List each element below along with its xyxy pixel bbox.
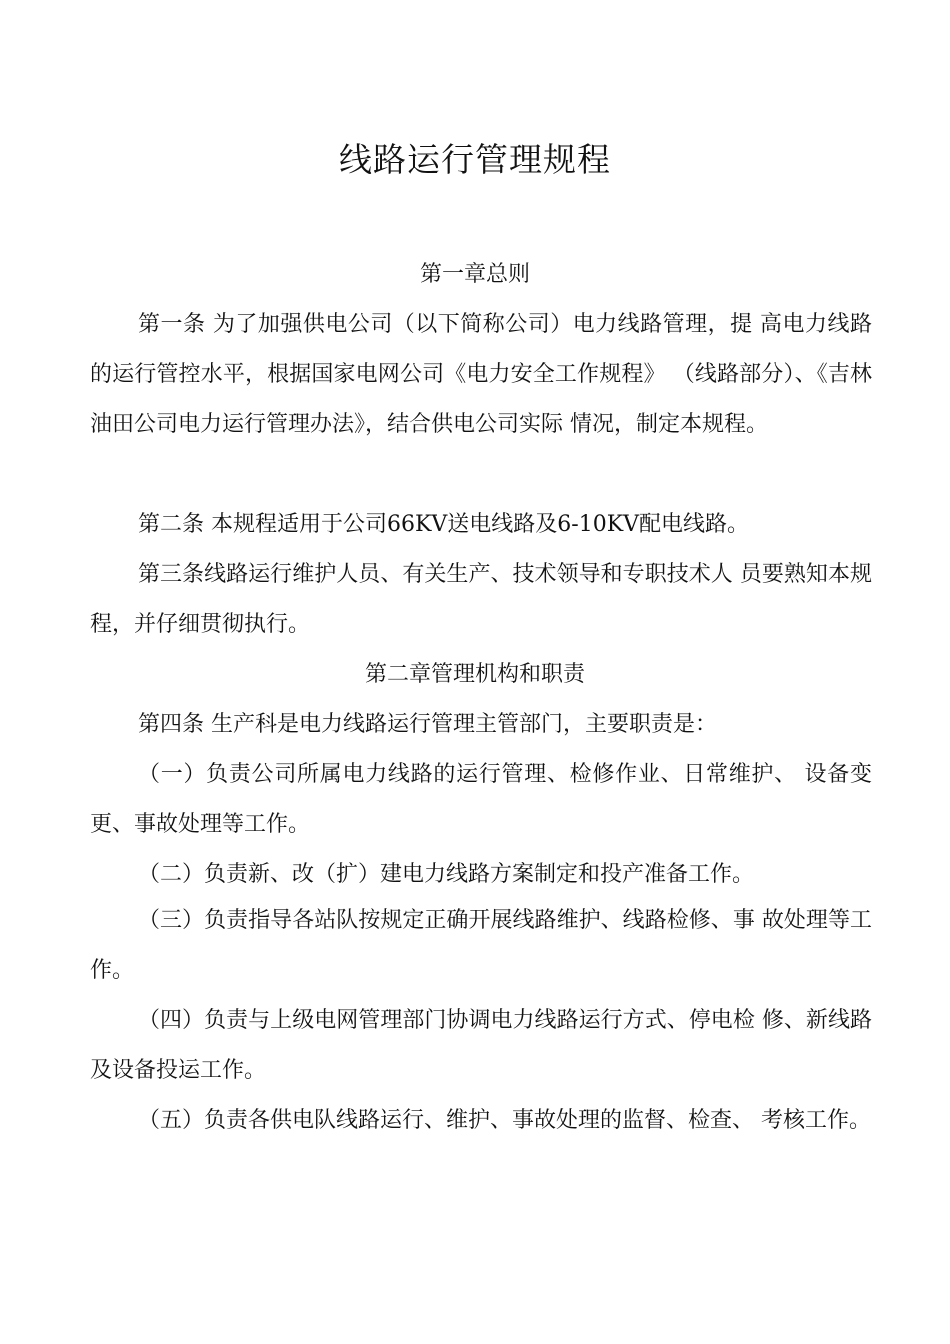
article-3: 第三条线路运行维护人员、有关生产、技术领导和专职技术人 员要熟知本规程，并仔细贯彻执行。 bbox=[90, 562, 872, 637]
duty-item-1: （一）负责公司所属电力线路的运行管理、检修作业、日常维护、 设备变更、事故处理等工作。 bbox=[90, 762, 872, 837]
document-title: 线路运行管理规程 bbox=[339, 140, 611, 179]
chapter-heading-2: 第二章管理机构和职责 bbox=[364, 662, 585, 687]
duty-item-4: （四）负责与上级电网管理部门协调电力线路运行方式、停电检 修、新线路及设备投运工作。 bbox=[90, 1008, 872, 1083]
duty-item-3: （三）负责指导各站队按规定正确开展线路维护、线路检修、事 故处理等工作。 bbox=[90, 908, 872, 983]
chapter-heading-1: 第一章总则 bbox=[419, 262, 530, 287]
article-4: 第四条 生产科是电力线路运行管理主管部门，主要职责是： bbox=[138, 712, 717, 737]
article-1: 第一条 为了加强供电公司（以下简称公司）电力线路管理，提 高电力线路的运行管控水平，根据国家电网公司《电力安全工作规程》 （线路部分）、《吉林油田公司电力运行管理办法》，结合供电公司实际 情况，制定本规程。 bbox=[90, 312, 872, 437]
duty-item-5: （五）负责各供电队线路运行、维护、事故处理的监督、检查、 考核工作。 bbox=[138, 1108, 871, 1133]
article-2: 第二条 本规程适用于公司66KV送电线路及6-10KV配电线路。 bbox=[138, 512, 750, 537]
duty-item-2: （二）负责新、改（扩）建电力线路方案制定和投产准备工作。 bbox=[138, 862, 755, 887]
